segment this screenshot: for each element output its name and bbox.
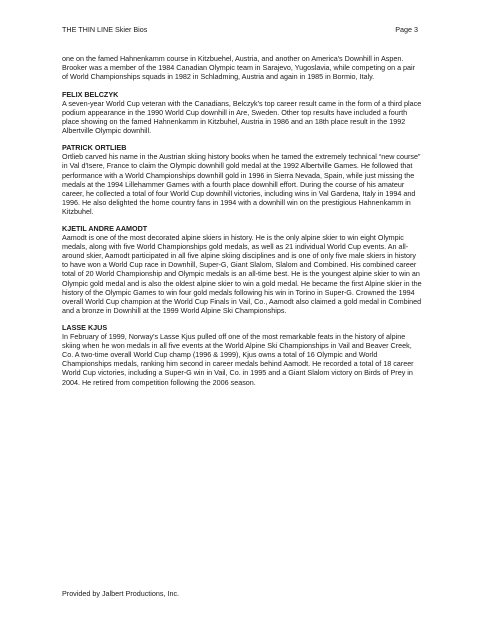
page-number: Page 3 [395, 25, 418, 34]
section-body-belczyk: A seven-year World Cup veteran with the Canadians, Belczyk's top career result came in the form of a third place podium appearance in the 1990 World Cup downhill in Are, Sweden. Other top results have included a fourth place showing on the famed Hahnenkamm in Kitzbuhel, Austria in 1986 and an 18th place result in the 1992 Albertville Olympic downhill. [62, 98, 422, 135]
page-footer: Provided by Jalbert Productions, Inc. [62, 589, 180, 598]
section-heading-belczyk: FELIX BELCZYK [62, 89, 119, 99]
section-body-kjus: In February of 1999, Norway's Lasse Kjus pulled off one of the most remarkable feats in the history of alpine skiing when he won medals in all five events at the World Alpine Ski Championships in Vail and Beaver Creek, Co. A two-time overall World Cup champ (1996 & 1999), Kjus owns a total of 16 Olympic and World Championships medals, ranking him second in career medals behind Aamodt. He recorded a total of 18 career World Cup victories, including a Super-G win in Vail, Co. in 1995 and a Giant Slalom victory on Birds of Prey in 2004. He retired from competition following the 2006 season. [62, 332, 414, 387]
section-heading-aamodt: KJETIL ANDRE AAMODT [62, 224, 148, 234]
page-header [62, 25, 418, 34]
section-heading-kjus: LASSE KJUS [62, 323, 108, 333]
intro-paragraph: one on the famed Hahnenkamm course in Kitzbuehel, Austria, and another on America's Downhill in Aspen. Brooker was a member of the 1984 Canadian Olympic team in Sarajevo, Yugoslavia, while competing on a pair of World Championships squads in 1982 in Schladming, Austria and again in 1985 in Bormio, Italy. [62, 54, 416, 82]
section-body-aamodt: Aamodt is one of the most decorated alpine skiers in history. He is the only alpine skier to win eight Olympic medals, along with five World Championships gold medals, as well as 21 individual World Cup events. An all-around skier, Aamodt participated in all five alpine skiing disciplines and is one of only five male skiers in history to have won a World Cup race in Downhill, Super-G, Giant Slalom, Slalom and Combined. His combined career total of 20 World Championship and Olympic medals is an all-time best. He is the youngest alpine skier to win an Olympic gold medal and is also the oldest alpine skier to win a gold medal. He became the first Alpine skier in the history of the Olympic Games to win four gold medals following his win in Torino in Super-G. Crowned the 1994 overall World Cup champion at the World Cup Finals in Vail, Co., Aamodt also claimed a gold medal in Combined and a bronze in Downhill at the 1999 World Alpine Ski Championships. [62, 233, 422, 315]
document-title: THE THIN LINE Skier Bios [62, 25, 148, 34]
section-body-ortlieb: Ortlieb carved his name in the Austrian skiing history books when he tamed the extremely technical “new course” in Val d'Isere, France to claim the Olympic downhill gold medal at the 1992 Albertville Games. He followed that performance with a World Championships downhill gold in 1996 in Sierra Nevada, Spain, while just missing the medals at the 1994 Lillehammer Games with a fourth place downhill effort. During the course of his amateur career, he collected a total of four World Cup downhill victories, including wins in Val Gardena, Italy in 1994 and 1996. He also delighted the home country fans in 1994 with a downhill win on the prestigious Hahnenkamm in Kitzbuhel. [62, 152, 421, 216]
section-heading-ortlieb: PATRICK ORTLIEB [62, 143, 127, 153]
document-body [62, 54, 422, 387]
